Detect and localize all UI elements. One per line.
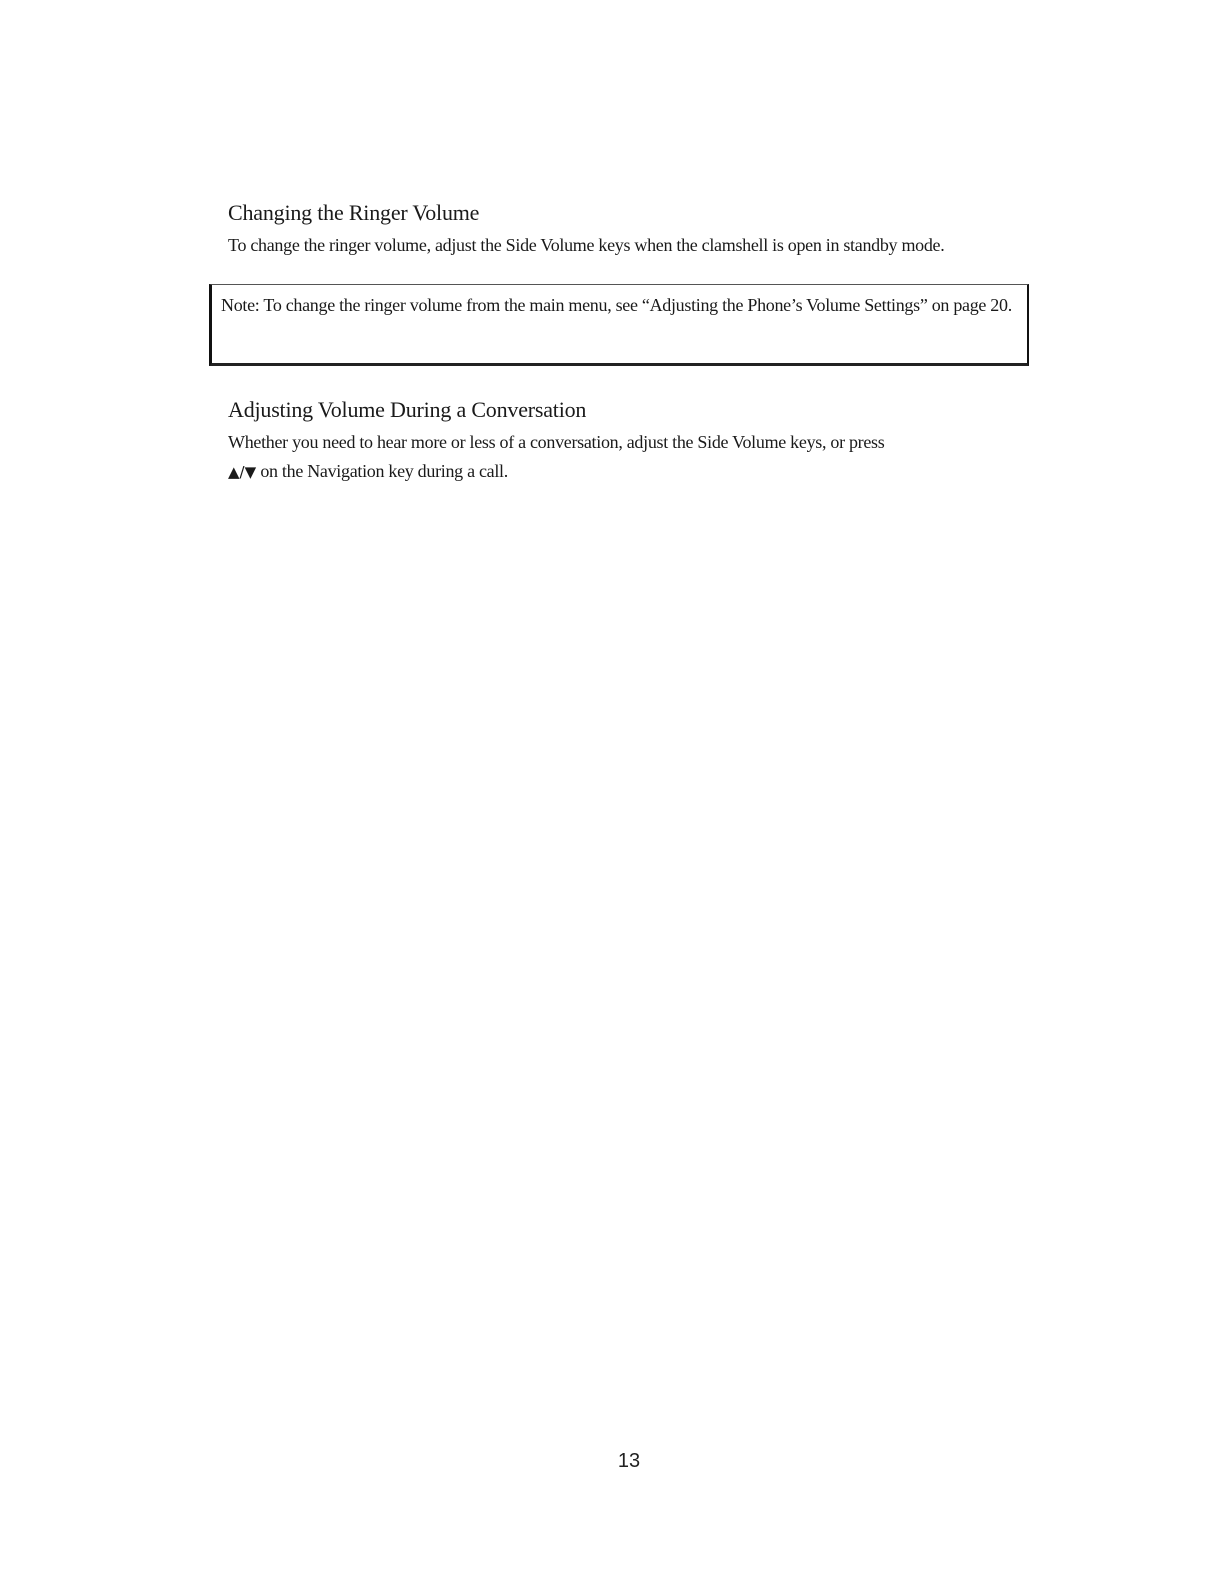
section-body-line-2: on the Navigation key during a call. <box>256 461 508 481</box>
page-number: 13 <box>617 1450 641 1472</box>
section-changing-ringer-volume <box>228 199 1008 260</box>
section-body-line-1: Whether you need to hear more or less of a conversation, adjust the Side Volume keys, or press <box>228 432 885 452</box>
note-box <box>209 284 1029 366</box>
note-label: Note: <box>221 295 260 315</box>
up-down-arrow-icon: ▲/▼ <box>228 463 257 481</box>
section-adjusting-volume-conversation <box>228 396 1048 487</box>
section-body: To change the ringer volume, adjust the Side Volume keys when the clamshell is open in standby mode. <box>228 235 945 255</box>
section-heading: Adjusting Volume During a Conversation <box>228 397 587 422</box>
note-text: To change the ringer volume from the main menu, see “Adjusting the Phone’s Volume Settings” on page 20. <box>259 295 1012 315</box>
section-body <box>228 428 1048 487</box>
section-heading: Changing the Ringer Volume <box>228 200 480 225</box>
note-paragraph <box>221 291 1027 320</box>
